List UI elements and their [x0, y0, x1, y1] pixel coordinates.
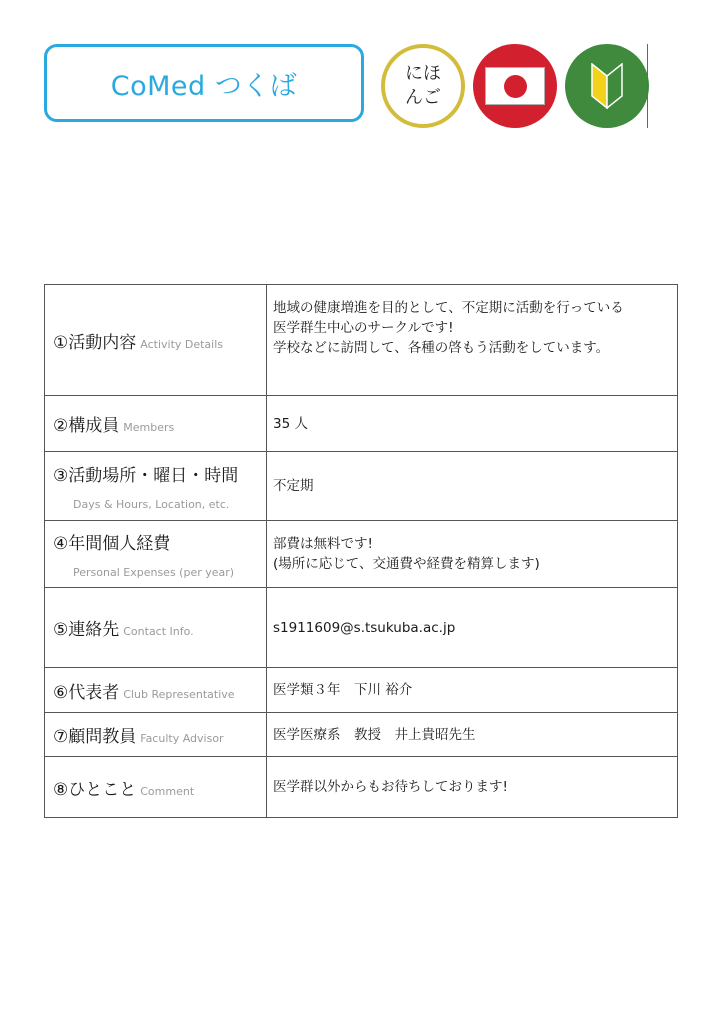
flag-sun: [504, 75, 527, 98]
nihongo-label: にほ んご: [405, 63, 441, 108]
row-label: ⑦顧問教員 Faculty Advisor: [45, 713, 267, 757]
row-value: 医学医療系 教授 井上貴昭先生: [267, 713, 678, 757]
row-value: 不定期: [267, 452, 678, 521]
club-info-table: [44, 284, 678, 818]
row-value: 35 人: [267, 396, 678, 452]
table-row: [45, 668, 678, 713]
beginner-mark-shape: [591, 63, 623, 109]
table-row: [45, 452, 678, 521]
header-divider: [647, 44, 648, 128]
row-value: 医学類３年 下川 裕介: [267, 668, 678, 713]
table-row: [45, 588, 678, 668]
table-row: [45, 713, 678, 757]
row-label: ⑥代表者 Club Representative: [45, 668, 267, 713]
row-label: ⑧ひとこと Comment: [45, 757, 267, 818]
row-label: ①活動内容 Activity Details: [45, 285, 267, 396]
beginner-mark-icon[interactable]: [565, 44, 649, 128]
table-row: [45, 521, 678, 588]
nihongo-badge[interactable]: [381, 44, 465, 128]
row-label: ③活動場所・曜日・時間 Days & Hours, Location, etc.: [45, 452, 267, 521]
contact-email[interactable]: s1911609@s.tsukuba.ac.jp: [273, 619, 456, 636]
row-value: 地域の健康増進を目的として、不定期に活動を行っている 医学群生中心のサークルです! 学校などに訪問して、各種の啓もう活動をしています。: [267, 285, 678, 396]
row-label: ⑤連絡先 Contact Info.: [45, 588, 267, 668]
flag-field: [485, 67, 545, 105]
row-value: 医学群以外からもお待ちしております!: [267, 757, 678, 818]
table-row: [45, 285, 678, 396]
row-label: ②構成員 Members: [45, 396, 267, 452]
table-row: [45, 396, 678, 452]
row-value: [267, 588, 678, 668]
table-row: [45, 757, 678, 818]
japan-flag-icon[interactable]: [473, 44, 557, 128]
club-title-box: [44, 44, 364, 122]
row-label: ④年間個人経費 Personal Expenses (per year): [45, 521, 267, 588]
club-title: CoMed つくば: [110, 70, 298, 102]
row-value: 部費は無料です! (場所に応じて、交通費や経費を精算します): [267, 521, 678, 588]
